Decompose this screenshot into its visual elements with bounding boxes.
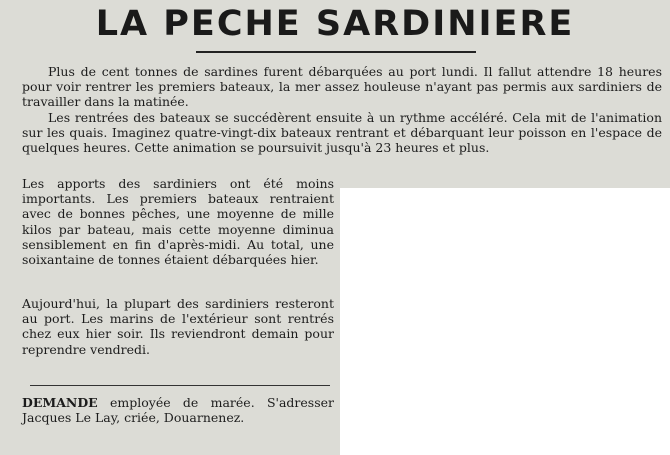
article-paragraph-1: Plus de cent tonnes de sardines furent débarquées au port lundi. Il fallut attendre 18 heures pour voir rentrer les premiers bateaux, la mer assez houleuse n'ayant pas permis aux sardiniers de travailler dans la matinée. bbox=[22, 64, 662, 110]
classified-divider bbox=[30, 385, 330, 386]
blank-cutout-area bbox=[340, 188, 670, 455]
classified-ad bbox=[22, 395, 334, 425]
headline-underline bbox=[196, 51, 476, 53]
article-headline: LA PECHE SARDINIERE bbox=[95, 4, 575, 44]
article-paragraph-2: Les rentrées des bateaux se succédèrent ensuite à un rythme accéléré. Cela mit de l'animation sur les quais. Imaginez quatre-vingt-dix bateaux rentrant et débarquant leur poisson en l'espace de quelques heures. Cette animation se poursuivit jusqu'à 23 heures et plus. bbox=[22, 110, 662, 156]
classified-lead: DEMANDE bbox=[22, 395, 98, 410]
article-paragraph-3: Les apports des sardiniers ont été moins importants. Les premiers bateaux rentraient avec de bonnes pêches, une moyenne de mille kilos par bateau, mais cette moyenne diminua sensiblement en fin d'après-midi. Au total, une soixantaine de tonnes étaient débarquées hier. bbox=[22, 176, 334, 268]
article-paragraph-4: Aujourd'hui, la plupart des sardiniers resteront au port. Les marins de l'extérieur sont rentrés chez eux hier soir. Ils reviendront demain pour reprendre vendredi. bbox=[22, 296, 334, 357]
classified-text: employée de marée. S'adresser Jacques Le Lay, criée, Douarnenez. bbox=[22, 395, 334, 426]
